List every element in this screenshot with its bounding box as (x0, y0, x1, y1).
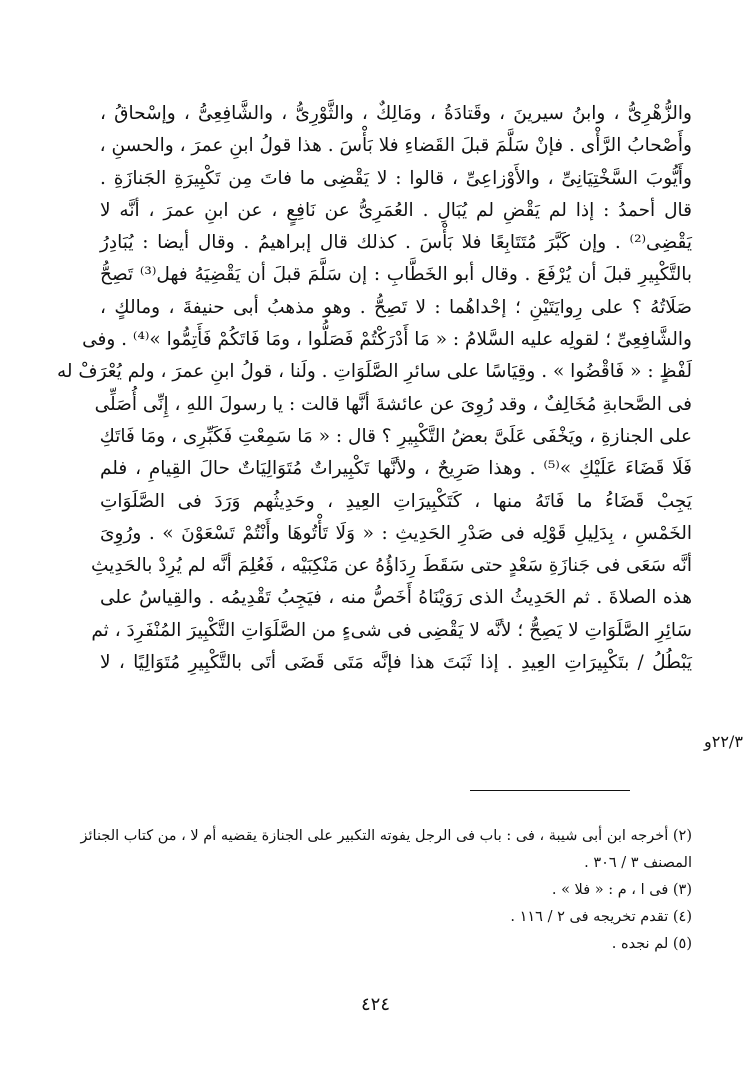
text-line: لَفْظٍ : « فَاقْضُوا » . وقِيَاسًا على سائرِ الصَّلَوَاتِ . ولَنا ، قولُ ابنِ عمرَ ، ولم يُعْرَفْ له (56, 361, 692, 383)
text-line: بالتَّكْبِيرِ قبلَ أن يُرْفَعَ . وقال أبو الخَطَّابِ : إن سَلَّمَ قبلَ أن يَقْضِيَهُ فهل⁽³⁾ تَصِحُّ (100, 264, 692, 286)
text-line: والزُّهْرِىُّ ، وابنُ سيرينَ ، وقَتادَةُ ، ومَالِكٌ ، والثَّوْرِىُّ ، والشَّافِعِىُّ ، وإسْحاقُ ، (100, 103, 692, 124)
footnote-line: المصنف ٣ / ٣٠٦ . (584, 855, 692, 871)
text-line: الخَمْسِ ، بِدَلِيلِ قَوْلِه فى صَدْرِ الحَدِيثِ : « وَلَا تَأْتُوهَا وأَنْتُمْ تَسْعَوْنَ » . ورُوِىَ (100, 522, 692, 544)
text-line: سَائِرِ الصَّلَوَاتِ لا يَصِحُّ ؛ لأنَّه لا يَقْضِى فى شىءٍ من الصَّلَوَاتِ التَّكْبِيرَ المُنْفَرِدَ ، ثم (91, 619, 692, 641)
text-line: وأَيُّوبَ السَّخْتِيَانِىِّ ، والأَوْزاعِىِّ ، قالوا : لا يَقْضِى ما فاتَ مِن تَكْبِيرَةِ الجَنازَةِ . (100, 167, 692, 189)
footnote-line: (٤) تقدم تخريجه فى ٢ / ١١٦ . (510, 909, 692, 925)
footnote-line: (٢) أخرجه ابن أبى شيبة ، فى : باب فى الرجل يفوته التكبير على الجنازة يقضيه أم لا ، من كتاب الجنائز (80, 828, 692, 844)
main-text-block (56, 98, 692, 679)
text-line: على الجنازةِ ، ويَخْفَى عَلَىَّ بعضُ التَّكْبِيرِ ؟ قال : « مَا سَمِعْتِ فَكَبِّرِى ، ومَا فَاتَكِ (99, 425, 692, 447)
text-line: فَلَا قَضَاءَ عَلَيْكِ »⁽⁵⁾ . وهذا صَرِيحٌ ، ولأنَّها تَكْبِيراتٌ مُتَوَالِيَاتٌ حالَ القِيامِ ، فلم (100, 458, 692, 480)
footnote-separator-rule (470, 790, 630, 791)
text-line: فى الصَّحابةِ مُخَالِفٌ ، وقد رُوِىَ عن عائشةَ أنَّها قالت : يا رسولَ اللهِ ، إِنِّى أُصَلِّى (94, 393, 692, 415)
text-line: أنَّه سَعَى فى جَنازَةِ سَعْدٍ حتى سَقَطَ رِدَاؤُهُ عن مَنْكِبَيْه ، فَعُلِمَ أنَّه لم يُرِدْ بالحَدِيثِ (91, 555, 692, 577)
footnote-line: (٣) فى ا ، م : « فلا » . (551, 882, 692, 898)
text-line: يَبْطُلُ / بتَكْبِيرَاتِ العِيدِ . إذا ثَبَتَ هذا فإنَّه مَتَى قَضَى أتَى بالتَّكْبِيرِ مُتَوَالِيًا ، لا (100, 652, 692, 674)
text-line: قال أحمدُ : إذا لم يَقْضِ لم يُبَالِ . العُمَرِىُّ عن نَافِعٍ ، عن ابنِ عمرَ ، أنَّه لا (100, 199, 692, 221)
text-line: صَلَاتُهُ ؟ على رِوايَتَيْنِ ؛ إحْداهُما : لا تَصِحُّ . وهو مذهبُ أبى حنيفةَ ، ومالكٍ ، (100, 296, 692, 318)
footnote-line: (٥) لم نجده . (611, 936, 692, 952)
text-line: يَقْضِى⁽²⁾ . وإن كَبَّرَ مُتَتَابِعًا فلا بَأْسَ . كذلك قال إبراهيمُ . وقال أيضا : يُبَادِرُ (100, 232, 692, 254)
page-number: ٤٢٤ (360, 994, 390, 1015)
text-line: هذه الصلاةَ . ثم الحَدِيثُ الذى رَوَيْنَاهُ أَخَصُّ منه ، فيَجِبُ تَقْدِيمُه . والقِياسُ على (100, 587, 692, 609)
margin-folio-note: ٢٢/٣و (704, 732, 743, 751)
text-line: يَجِبْ قَضَاءُ ما فَاتَهُ منها ، كَتَكْبِيرَاتِ العِيدِ ، وحَدِيثُهم وَرَدَ فى الصَّلَوَاتِ (100, 490, 692, 512)
text-line: وأَصْحابُ الرَّأْى . فإنْ سَلَّمَ قبلَ القَضاءِ فلا بَأْسَ . هذا قولُ ابنِ عمرَ ، والحسنِ ، (99, 135, 692, 157)
text-line: والشَّافِعِىِّ ؛ لقولِه عليه السَّلامُ : « مَا أَدْرَكْتُمْ فَصَلُّوا ، ومَا فَاتَكُمْ فَأَتِمُّوا »⁽⁴⁾ . وفى (82, 329, 692, 351)
footnotes-block (80, 823, 692, 958)
